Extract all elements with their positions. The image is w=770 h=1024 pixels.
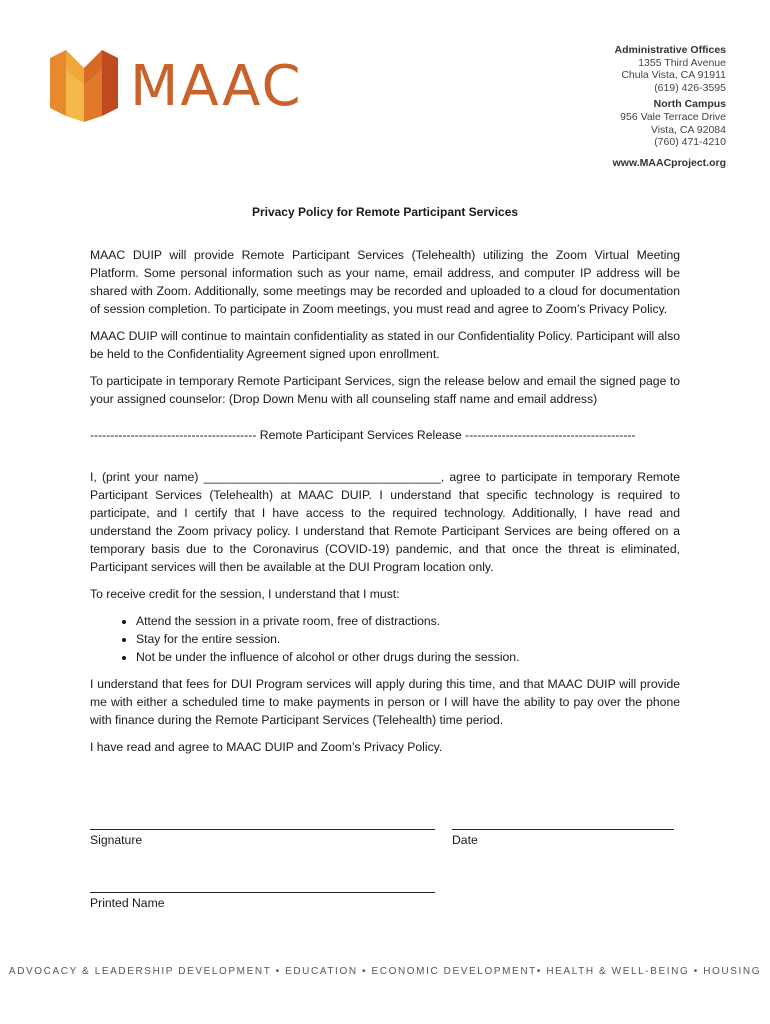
north-campus-heading: North Campus [653, 98, 726, 111]
document-title: Privacy Policy for Remote Participant Services [251, 205, 519, 219]
maac-logo [44, 46, 304, 122]
list-item: • Stay for the entire session. [136, 630, 680, 648]
admin-offices-heading: Administrative Offices [614, 44, 726, 56]
list-item: • Not be under the influence of alcohol or other drugs during the session. [136, 648, 680, 666]
paragraph-release: I, (print your name) ___________________________________, agree to participate in temporary Remote Participant Services (Telehealth) at MAAC DUIP. I understand that specific technology is required to participate, and I certify that I have access to the required technology. Additionally, I have read and understand the Zoom privacy policy. I understand that Remote Participant Services are being offered on a temporary basis due to the Coronavirus (COVID-19) pandemic, and that once the threat is eliminated, Participant services will then be available at the DUI Program location only. [90, 470, 680, 574]
office-addresses [613, 44, 726, 169]
website-link[interactable]: www.MAACproject.org [612, 156, 726, 169]
date-line[interactable] [452, 815, 674, 830]
printed-name-label: Printed Name [90, 896, 165, 910]
maac-logo-mark-icon [44, 46, 124, 122]
release-separator: ----------------------------------------- Remote Participant Services Release ------------------------------------------ [90, 428, 636, 442]
paragraph-fees: I understand that fees for DUI Program services will apply during this time, and that MAAC DUIP will provide me with either a scheduled time to make payments in person or I will have the ability to pay over the phone with finance during the Remote Participant Services (Telehealth) time period. [90, 677, 680, 727]
north-street: 956 Vale Terrace Drive [620, 110, 726, 123]
admin-phone: (619) 426-3595 [654, 81, 726, 94]
north-phone: (760) 471-4210 [654, 136, 726, 149]
requirements-list [90, 612, 680, 666]
admin-street: 1355 Third Avenue [638, 56, 726, 69]
document-body [90, 246, 680, 765]
date-label: Date [452, 833, 478, 847]
paragraph-telehealth: MAAC DUIP will provide Remote Participant Services (Telehealth) utilizing the Zoom Virtual Meeting Platform. Some personal information such as your name, email address, and computer IP address will be shared with Zoom. Additionally, some meetings may be recorded and uploaded to a cloud for documentation of session completion. To participate in Zoom meetings, you must read and agree to Zoom’s Privacy Policy. [90, 248, 680, 316]
printed-name-line[interactable] [90, 878, 435, 893]
paragraph-instructions: To participate in temporary Remote Participant Services, sign the release below and email the signed page to your assigned counselor: (Drop Down Menu with all counseling staff name and email address) [90, 374, 680, 406]
paragraph-confidentiality: MAAC DUIP will continue to maintain confidentiality as stated in our Confidentiality Policy. Participant will also be held to the Confidentiality Agreement signed upon enrollment. [90, 329, 680, 361]
list-item: • Attend the session in a private room, free of distractions. [136, 612, 680, 630]
signature-line[interactable] [90, 815, 435, 830]
paragraph-agreement: I have read and agree to MAAC DUIP and Zoom’s Privacy Policy. [90, 740, 443, 754]
footer-tagline: ADVOCACY & LEADERSHIP DEVELOPMENT • EDUCATION • ECONOMIC DEVELOPMENT• HEALTH & WELL-BEING • HOUSING [8, 966, 762, 977]
north-city: Vista, CA 92084 [650, 123, 726, 136]
logo-wordmark: MAAC [130, 54, 303, 119]
paragraph-credit: To receive credit for the session, I understand that I must: [90, 587, 400, 601]
admin-city: Chula Vista, CA 91911 [621, 69, 726, 82]
signature-label: Signature [90, 833, 143, 847]
